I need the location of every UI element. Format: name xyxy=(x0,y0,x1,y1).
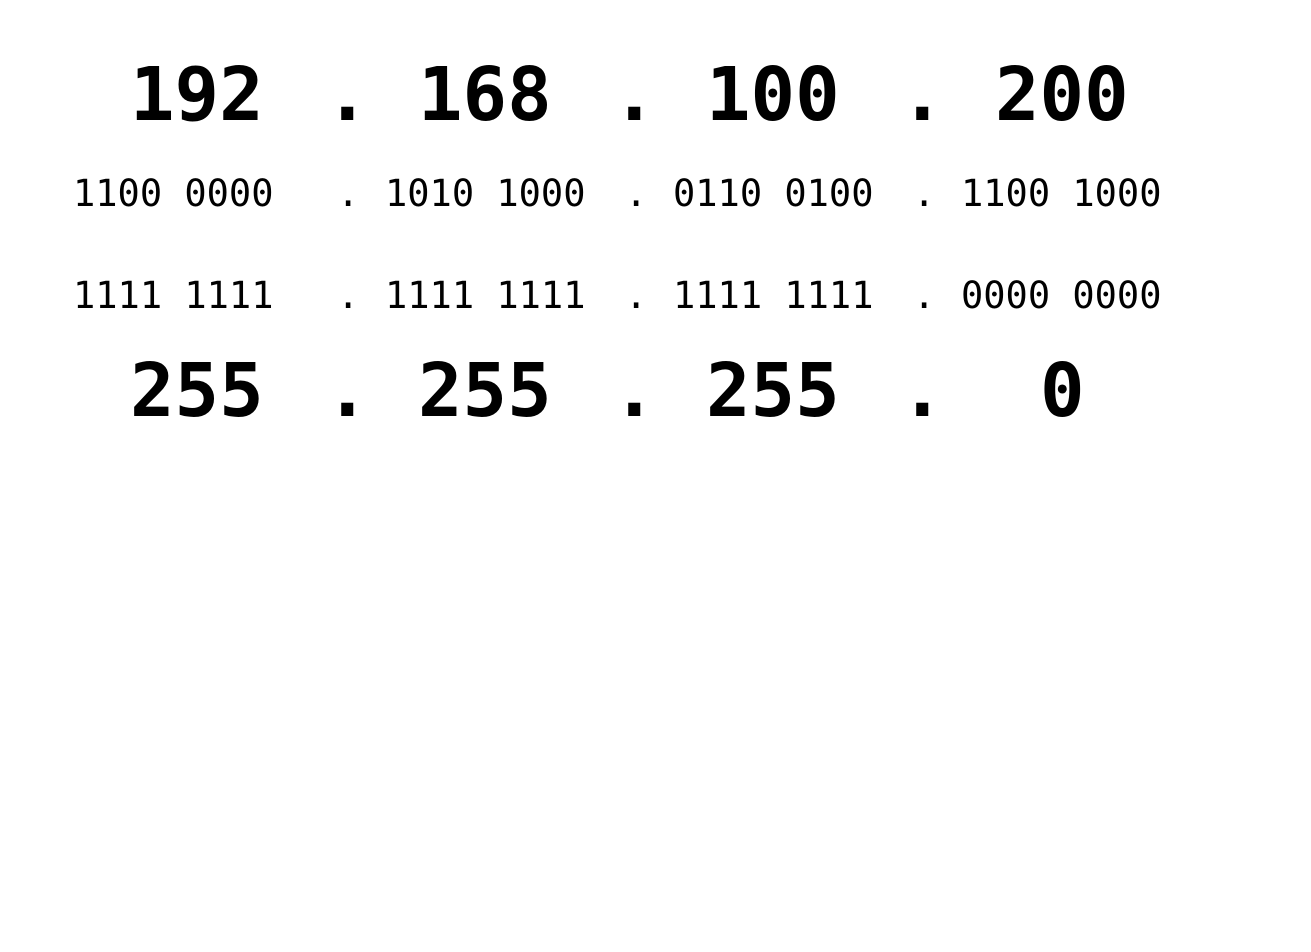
mask-dot-2: . xyxy=(612,348,657,434)
mask-binary-octet-2: 1111 1111 xyxy=(385,274,586,317)
mask-octet-4: 0 xyxy=(1040,348,1085,434)
subnet-mask-row xyxy=(0,348,1311,946)
mask-octet-3: 255 xyxy=(706,348,840,434)
ip-binary-octet-4: 1100 1000 xyxy=(961,172,1162,215)
ip-octet-2: 168 xyxy=(418,52,552,138)
mask-octet-1: 255 xyxy=(130,348,264,434)
ip-octet-4: 200 xyxy=(995,52,1129,138)
ip-binary-octet-1: 1100 0000 xyxy=(73,172,274,215)
ip-binary-octet-3: 0110 0100 xyxy=(673,172,874,215)
ip-octet-1: 192 xyxy=(130,52,264,138)
mask-binary-octet-4: 0000 0000 xyxy=(961,274,1162,317)
mask-binary-octet-1: 1111 1111 xyxy=(73,274,274,317)
mask-octet-2: 255 xyxy=(418,348,552,434)
mask-binary-dot-3: . xyxy=(913,274,936,317)
ip-binary-dot-3: . xyxy=(913,172,936,215)
ip-binary-dot-2: . xyxy=(625,172,648,215)
mask-binary-dot-1: . xyxy=(337,274,360,317)
ip-dot-1: . xyxy=(325,52,370,138)
mask-dot-1: . xyxy=(325,348,370,434)
ip-binary-dot-1: . xyxy=(337,172,360,215)
mask-binary-dot-2: . xyxy=(625,274,648,317)
mask-binary-octet-3: 1111 1111 xyxy=(673,274,874,317)
ip-dot-2: . xyxy=(612,52,657,138)
ip-binary-octet-2: 1010 1000 xyxy=(385,172,586,215)
mask-dot-3: . xyxy=(900,348,945,434)
ip-octet-3: 100 xyxy=(706,52,840,138)
ip-dot-3: . xyxy=(900,52,945,138)
